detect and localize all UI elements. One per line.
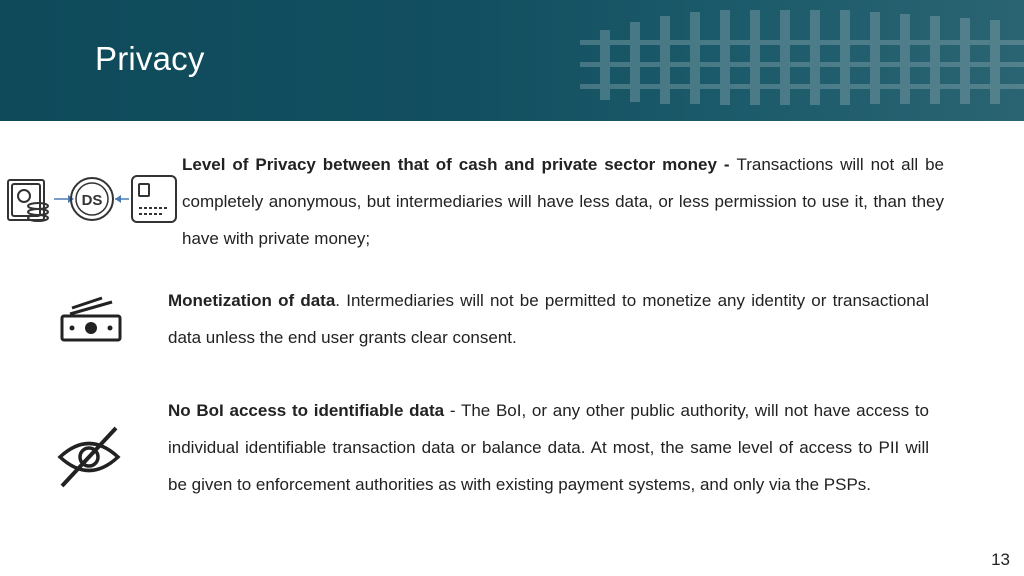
page-number: 13 bbox=[991, 550, 1010, 569]
no-boi-access-text: - The BoI, or any other public authority, will not have access to individual identifiable transaction data or balance data. At most, the same level of access to PII will be given to enforcement authorities as with existing payment systems, and only via the PSPs. bbox=[168, 401, 929, 494]
monetization-heading: Monetization of data bbox=[168, 291, 336, 310]
monetization-text: . Intermediaries will not be permitted to monetize any identity or transactional data unless the end user grants clear consent. bbox=[168, 291, 929, 347]
eye-slash-icon bbox=[56, 424, 122, 490]
slide-title: Privacy bbox=[95, 40, 205, 77]
monetization-paragraph bbox=[168, 282, 929, 356]
header-banner bbox=[0, 0, 1024, 121]
privacy-level-paragraph bbox=[182, 146, 944, 257]
ds-coin-label: DS bbox=[81, 192, 103, 209]
privacy-level-text: Transactions will not all be completely anonymous, but intermediaries will have less data, or less permission to use it, than they have with private money; bbox=[182, 155, 944, 248]
no-boi-access-heading: No BoI access to identifiable data bbox=[168, 401, 445, 420]
cash-ds-card-icon bbox=[4, 172, 178, 226]
privacy-level-heading: Level of Privacy between that of cash and private sector money - bbox=[182, 155, 737, 174]
building-photo-decoration bbox=[560, 0, 1024, 121]
banknotes-icon bbox=[58, 294, 124, 344]
no-boi-access-paragraph bbox=[168, 392, 929, 503]
